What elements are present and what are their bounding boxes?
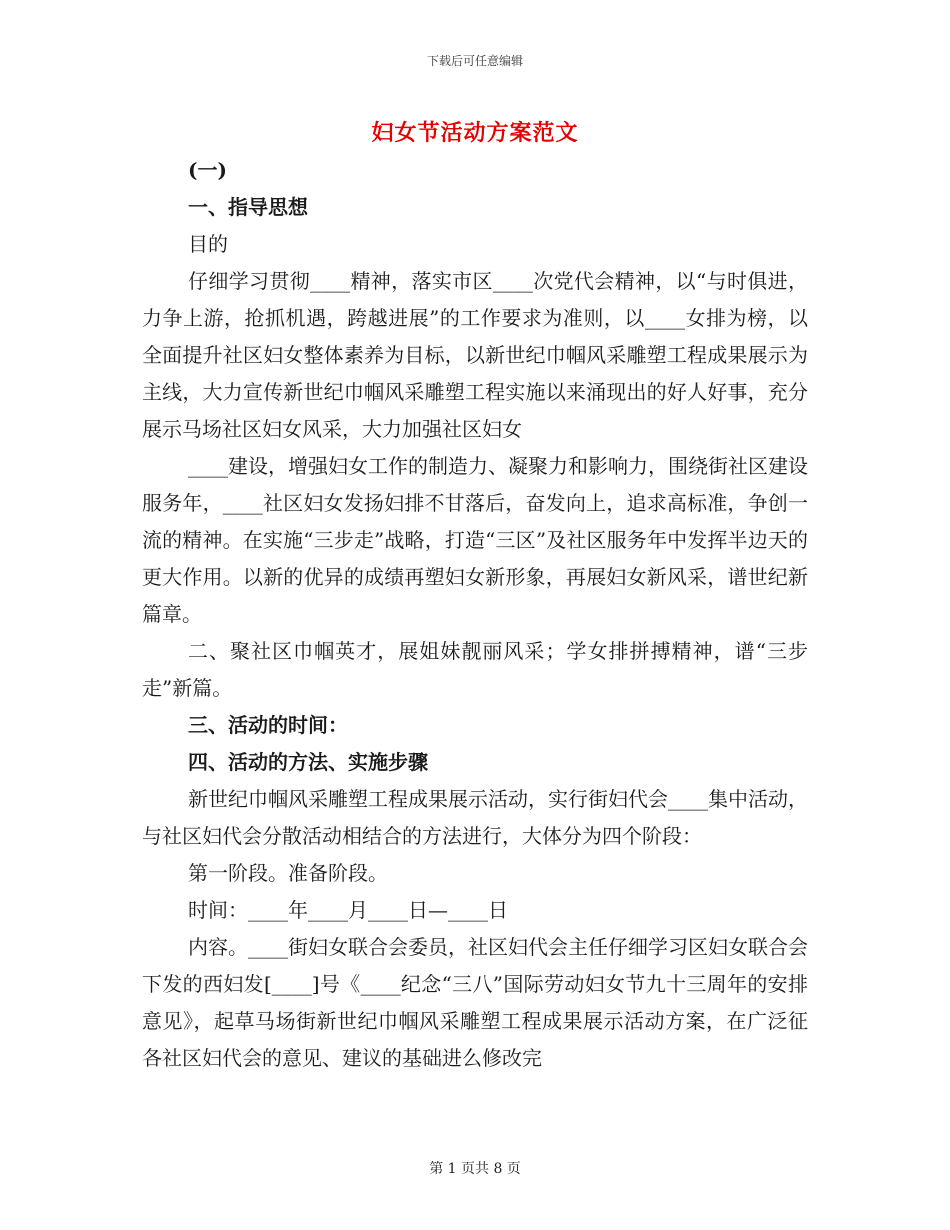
paragraph-purpose: 仔细学习贯彻____精神，落实市区____次党代会精神，以“与时俱进，力争上游，抢抓机遇，跨越进展”的工作要求为准则，以____女排为榜，以全面提升社区妇女整体素养为目标，以新世纪巾帼风采雕塑工程成果展示为主线，大力宣传新世纪巾帼风采雕塑工程实施以来涌现出的好人好事，充分展示马场社区妇女风采，大力加强社区妇女: [142, 269, 808, 441]
section-number: (一): [188, 158, 227, 182]
document-title: 妇女节活动方案范文: [371, 120, 579, 146]
paragraph-methods: 新世纪巾帼风采雕塑工程成果展示活动，实行街妇代会____集中活动，与社区妇代会分散活动相结合的方法进行，大体分为四个阶段：: [142, 787, 808, 848]
document-body: [142, 152, 808, 1077]
subheading-purpose: 目的: [188, 232, 228, 256]
heading-guiding-ideology: 一、指导思想: [188, 195, 308, 219]
page-number: 第 1 页共 8 页: [429, 1161, 521, 1177]
heading-methods-steps: 四、活动的方法、实施步骤: [188, 750, 428, 774]
header-note: 下载后可任意编辑: [426, 54, 523, 68]
paragraph-content: 内容。____街妇女联合会委员，社区妇代会主任仔细学习区妇女联合会下发的西妇发[____]号《____纪念“三八”国际劳动妇女节九十三周年的安排意见》，起草马场街新世纪巾帼风采雕塑工程成果展示活动方案，在广泛征各社区妇代会的意见、建议的基础进么修改完: [142, 935, 808, 1070]
paragraph-stage-one: 第一阶段。准备阶段。: [188, 861, 388, 885]
paragraph-theme: 二、聚社区巾帼英才，展姐妹靓丽风采；学女排拼搏精神，谱“三步走”新篇。: [142, 639, 808, 700]
paragraph-construction: ____建设，增强妇女工作的制造力、凝聚力和影响力，围绕街社区建设服务年，____社区妇女发扬妇排不甘落后，奋发向上，追求高标准，争创一流的精神。在实施“三步走”战略，打造“三区”及社区服务年中发挥半边天的更大作用。以新的优异的成绩再塑妇女新形象，再展妇女新风采，谱世纪新篇章。: [142, 454, 808, 626]
heading-activity-time: 三、活动的时间：: [188, 713, 348, 737]
paragraph-time: 时间：____年____月____日—____日: [188, 898, 508, 922]
